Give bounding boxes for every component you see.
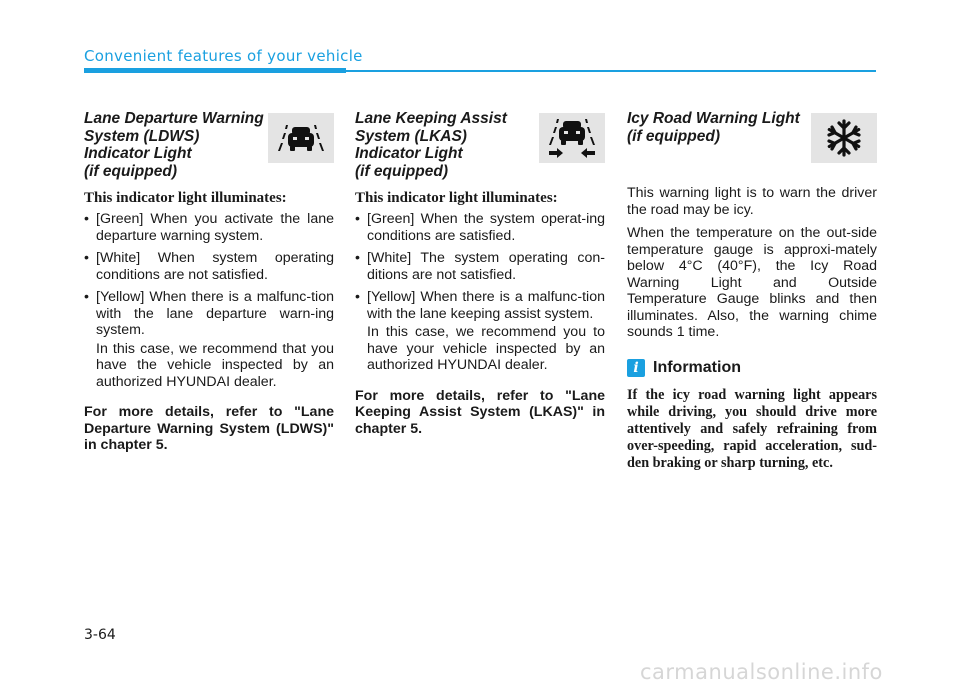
list-item-text: [Yellow] When there is a malfunc-tion with the lane keeping assist system.: [367, 289, 605, 322]
title-line: System (LKAS): [355, 127, 467, 145]
snowflake-icon: [811, 113, 877, 163]
title-line: Lane Departure Warning: [84, 110, 264, 127]
title-line: Icy Road Warning Light: [627, 110, 800, 127]
reference-note: For more details, refer to "Lane Departure Warning System (LDWS)" in chapter 5.: [84, 404, 334, 453]
list-item: • [White] When system operating conditions are not satisfied.: [84, 250, 334, 283]
list-item-text: [Green] When the system operat-ing conditions are satisfied.: [367, 211, 605, 244]
sub-paragraph: In this case, we recommend that you have the vehicle inspected by an authorized HYUNDAI dealer.: [96, 340, 334, 390]
reference-note: For more details, refer to "Lane Keeping Assist System (LKAS)" in chapter 5.: [355, 387, 605, 437]
title-line: Indicator Light: [84, 145, 192, 162]
bullet-list: [355, 211, 605, 374]
list-item-text: [White] The system operating con-ditions are not satisfied.: [367, 250, 605, 283]
list-item: • [Green] When you activate the lane departure warning system.: [84, 211, 334, 244]
list-item: • [Green] When the system operat-ing conditions are satisfied.: [355, 211, 605, 244]
lane-departure-icon: [268, 113, 334, 163]
title-line: (if equipped): [627, 127, 720, 145]
information-text: If the icy road warning light appears while driving, you should drive more attentively and safely refraining from over-speeding, rapid acceleration, sud-den braking or sharp turning, etc.: [627, 386, 877, 471]
bullet-list: [84, 211, 334, 390]
header-rule: [346, 70, 876, 72]
list-item: • [White] The system operating con-ditions are not satisfied.: [355, 250, 605, 283]
list-item-text: [Yellow] When there is a malfunc-tion with the lane departure warn-ing system.: [96, 289, 334, 338]
section-title: [627, 110, 807, 145]
list-item-text: [Green] When you activate the lane departure warning system.: [96, 211, 334, 244]
intro-text: This indicator light illuminates:: [84, 190, 287, 206]
title-line: Lane Keeping Assist: [355, 110, 507, 127]
lane-keeping-icon: [539, 113, 605, 163]
information-label: Information: [653, 358, 741, 376]
title-line: (if equipped): [84, 162, 177, 180]
header-title: Convenient features of your vehicle: [84, 47, 363, 65]
header-bar: [84, 68, 346, 73]
section-title: [84, 110, 264, 180]
section-lkas: [355, 110, 605, 437]
section-icy-road: [627, 110, 877, 472]
watermark: carmanualsonline.info: [640, 660, 883, 684]
list-item: • [Yellow] When there is a malfunc-tion with the lane departure warn-ing system. In this case, we recommend that you have the vehicle inspected by an authorized HYUNDAI dealer.: [84, 289, 334, 390]
section-ldws: [84, 110, 334, 454]
page-number: 3-64: [84, 627, 116, 643]
title-line: Indicator Light: [355, 145, 463, 162]
title-line: System (LDWS): [84, 127, 200, 145]
paragraph: This warning light is to warn the driver the road may be icy.: [627, 185, 877, 218]
section-title: [355, 110, 535, 180]
list-item: • [Yellow] When there is a malfunc-tion with the lane keeping assist system. In this case, we recommend you to have your vehicle inspected by an authorized HYUNDAI dealer.: [355, 289, 605, 373]
information-heading: [627, 359, 877, 377]
info-icon: i: [627, 359, 645, 377]
intro-text: This indicator light illuminates:: [355, 190, 558, 206]
title-line: (if equipped): [355, 162, 448, 180]
sub-paragraph: In this case, we recommend you to have your vehicle inspected by an authorized HYUNDAI dealer.: [367, 324, 605, 373]
paragraph: When the temperature on the out-side temperature gauge is approxi-mately below 4°C (40°F), the Icy Road Warning Light and Outside Temperature Gauge blinks and then illuminates. Also, the warning chime sounds 1 time.: [627, 225, 877, 340]
list-item-text: [White] When system operating conditions are not satisfied.: [96, 250, 334, 283]
